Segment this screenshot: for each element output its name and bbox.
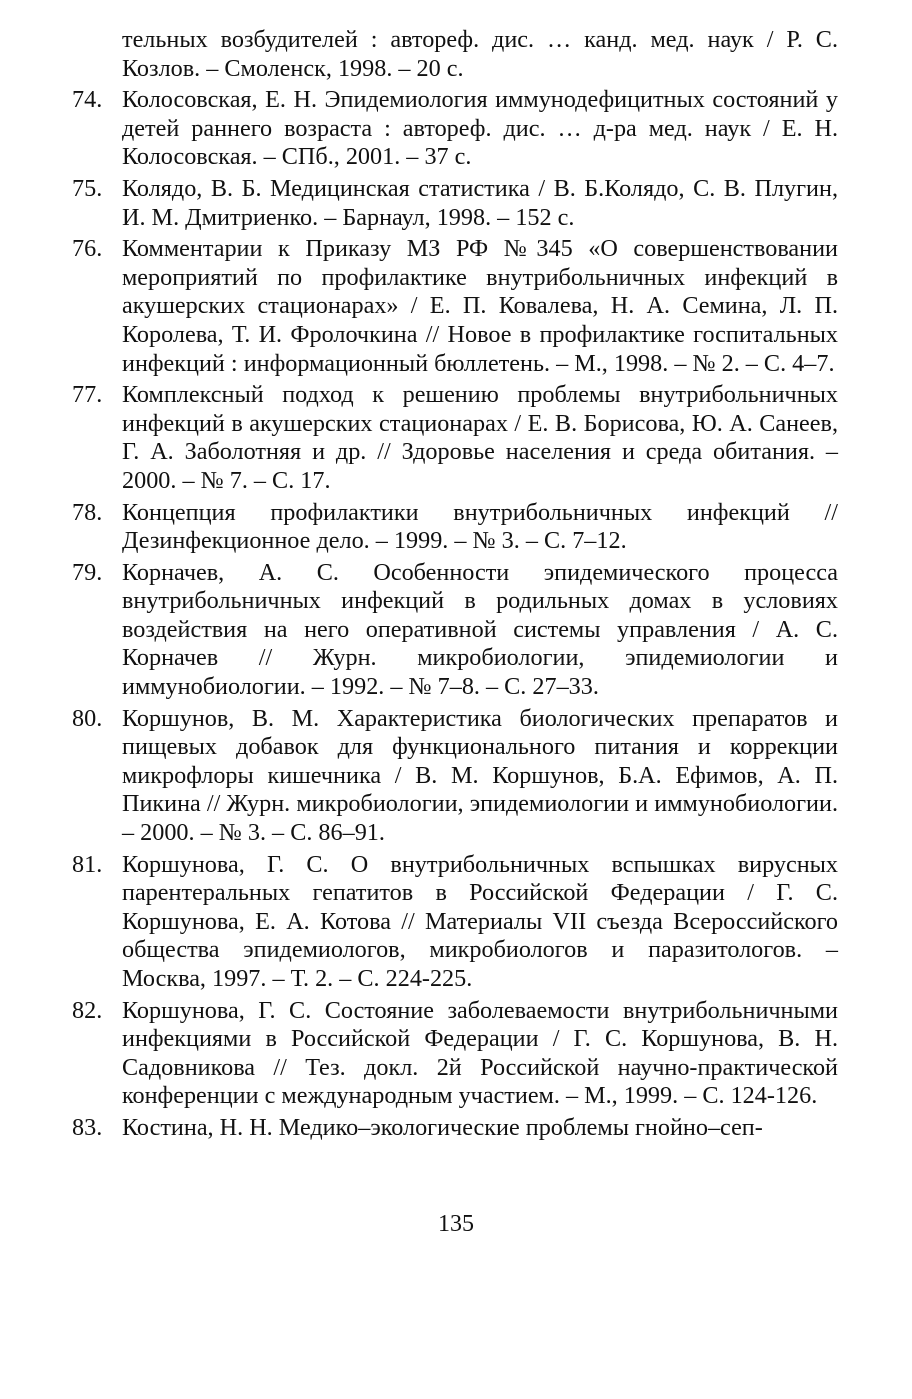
reference-text: тельных возбудителей : автореф. дис. … канд. мед. наук / Р. С. Козлов. – Смоленск, 1998. – 20 с. [122, 26, 838, 82]
reference-item [72, 86, 838, 172]
page-number: 135 [438, 1211, 474, 1237]
reference-item [72, 381, 838, 495]
reference-text: Коршунова, Г. С. О внутрибольничных вспышках вирусных парентеральных гепатитов в Российской Федерации / Г. С. Коршунова, Е. А. Котова // Материалы VII съезда Всероссийского общества эпидемиологов, микробиологов и паразитологов. – Москва, 1997. – Т. 2. – С. 224-225. [122, 850, 838, 992]
reference-item [72, 26, 838, 83]
reference-text: Комплексный подход к решению проблемы внутрибольничных инфекций в акушерских стационарах / Е. В. Борисова, Ю. А. Санеев, Г. А. Заболотняя и др. // Здоровье населения и среда обитания. – 2000. – № 7. – С. 17. [122, 381, 838, 494]
reference-text: Комментарии к Приказу МЗ РФ №345 «О совершенствовании мероприятий по профилактике внутрибольничных инфекций в акушерских стационарах» / Е. П. Ковалева, Н. А. Семина, Л. П. Королева, Т. И. Фролочкина // Новое в профилактике госпитальных инфекций : информационный бюллетень. – М., 1998. – № 2. – С. 4–7. [122, 235, 838, 377]
reference-text: Корначев, А. С. Особенности эпидемического процесса внутрибольничных инфекций в родильных домах в условиях воздействия на него оперативной системы управления / А. С. Корначев // Журн. микробиологии, эпидемиологии и иммунобиологии. – 1992. – № 7–8. – С. 27–33. [122, 558, 838, 701]
reference-number: 83. [72, 1113, 103, 1141]
reference-text: Коршунов, В. М. Характеристика биологических препаратов и пищевых добавок для функционального питания и коррекции микрофлоры кишечника / В. М. Коршунов, Б.А. Ефимов, А. П. Пикина // Журн. микробиологии, эпидемиологии и иммунобиологии. – 2000. – № 3. – С. 86–91. [122, 704, 838, 847]
reference-text: Колядо, В. Б. Медицинская статистика / В. Б.Колядо, С. В. Плугин, И. М. Дмитриенко. – Барнаул, 1998. – 152 с. [122, 174, 838, 231]
reference-item [72, 235, 838, 378]
reference-item [72, 705, 838, 848]
reference-text: Колосовская, Е. Н. Эпидемиология иммунодефицитных состояний у детей раннего возраста : автореф. дис. … д-ра мед. наук / Е. Н. Колосовская. – СПб., 2001. – 37 с. [122, 86, 838, 171]
reference-text: Концепция профилактики внутрибольничных инфекций // Дезинфекционное дело. – 1999. – № 3. – С. 7–12. [122, 498, 838, 555]
reference-number: 81. [72, 850, 103, 878]
reference-number: 79. [72, 558, 103, 586]
reference-number: 75. [72, 174, 103, 202]
reference-item [72, 851, 838, 994]
reference-number: 82. [72, 996, 103, 1024]
reference-number: 80. [72, 704, 103, 732]
reference-item [72, 559, 838, 702]
reference-text: Коршунова, Г. С. Состояние заболеваемости внутрибольничными инфекциями в Российской Федерации / Г. С. Коршунова, В. Н. Садовникова // Тез. докл. 2й Российской научно-практической конференции с международным участием. – М., 1999. – С. 124-126. [122, 996, 838, 1110]
reference-item [72, 175, 838, 232]
reference-number: 78. [72, 498, 103, 526]
reference-number: 74. [72, 86, 103, 114]
reference-text: Костина, Н. Н. Медико–экологические проблемы гнойно–сеп- [122, 1113, 763, 1141]
reference-item [72, 997, 838, 1111]
reference-number: 76. [72, 235, 103, 263]
reference-list [72, 26, 838, 1146]
reference-number: 77. [72, 381, 103, 409]
reference-item [72, 1114, 838, 1143]
reference-item [72, 499, 838, 556]
